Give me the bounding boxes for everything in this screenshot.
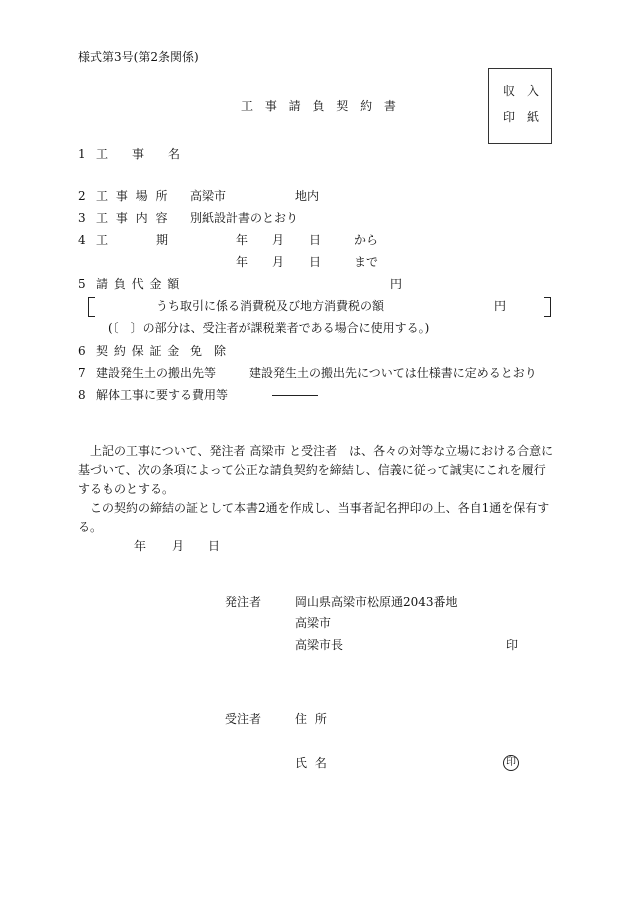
item8-label: 解体工事に要する費用等 — [96, 388, 229, 402]
tax-bracket-right — [544, 297, 551, 317]
date-year: 年 — [134, 539, 147, 553]
item3-label: 工 事 内 容 — [96, 211, 170, 225]
item1-label: 工 事 名 — [96, 147, 181, 161]
item2-city: 高梁市 — [190, 189, 227, 203]
item8-number: 8 — [78, 388, 86, 402]
orderer-role: 発注者 — [225, 595, 262, 609]
contractor-seal-icon: 印 — [503, 755, 519, 771]
item4-from: から — [354, 233, 379, 247]
item2-suffix: 地内 — [295, 189, 320, 203]
item3-value: 別紙設計書のとおり — [190, 211, 299, 225]
item7-label: 建設発生土の搬出先等 — [96, 366, 217, 380]
date-month: 月 — [172, 539, 185, 553]
item8-blank-line — [272, 395, 318, 396]
stamp-line1: 収 入 — [503, 84, 540, 98]
orderer-representative: 高梁市長 — [295, 638, 344, 652]
item4-end-year: 年 — [236, 255, 249, 269]
item3-number: 3 — [78, 211, 86, 225]
date-day: 日 — [208, 539, 221, 553]
item7-number: 7 — [78, 366, 86, 380]
item4-end-day: 日 — [309, 255, 322, 269]
item4-start-year: 年 — [236, 233, 249, 247]
contractor-name-label: 氏 名 — [295, 756, 329, 770]
revenue-stamp-box — [488, 68, 552, 144]
item4-start-day: 日 — [309, 233, 322, 247]
agreement-paragraph: 上記の工事について、発注者 高梁市 と受注者 は、各々の対等な立場における合意に基づいて、次の条項によって公正な請負契約を締結し、信義に従って誠実にこれを履行するものとする。 — [78, 444, 554, 496]
tax-label: うち取引に係る消費税及び地方消費税の額 — [156, 299, 385, 313]
stamp-line2: 印 紙 — [503, 110, 540, 124]
document-title: 工 事 請 負 契 約 書 — [241, 99, 400, 113]
item4-end-month: 月 — [272, 255, 285, 269]
item2-label: 工 事 場 所 — [96, 189, 170, 203]
item7-value: 建設発生土の搬出先については仕様書に定めるとおり — [249, 366, 537, 380]
execution-paragraph: この契約の締結の証として本書2通を作成し、当事者記名押印の上、各自1通を保有する。 — [78, 501, 550, 534]
item6-label: 契 約 保 証 金 — [96, 344, 181, 358]
orderer-address: 岡山県高梁市松原通2043番地 — [295, 595, 458, 609]
item5-label: 請 負 代 金 額 — [96, 277, 181, 291]
item5-number: 5 — [78, 277, 86, 291]
item6-value: 免 除 — [190, 344, 227, 358]
contractor-address-label: 住 所 — [295, 712, 329, 726]
item1-number: 1 — [78, 147, 86, 161]
item2-number: 2 — [78, 189, 86, 203]
item4-number: 4 — [78, 233, 86, 247]
item4-label: 工 期 — [96, 233, 169, 247]
form-number: 様式第3号(第2条関係) — [78, 50, 199, 64]
orderer-name: 高梁市 — [295, 616, 332, 630]
tax-note: (〔 〕の部分は、受注者が課税業者である場合に使用する。) — [108, 321, 430, 335]
orderer-seal: 印 — [506, 638, 519, 652]
item6-number: 6 — [78, 344, 86, 358]
item4-to: まで — [354, 255, 379, 269]
tax-yen: 円 — [494, 299, 507, 313]
item5-yen: 円 — [390, 277, 403, 291]
contractor-role: 受注者 — [225, 712, 262, 726]
item4-start-month: 月 — [272, 233, 285, 247]
tax-bracket-left — [88, 297, 95, 317]
